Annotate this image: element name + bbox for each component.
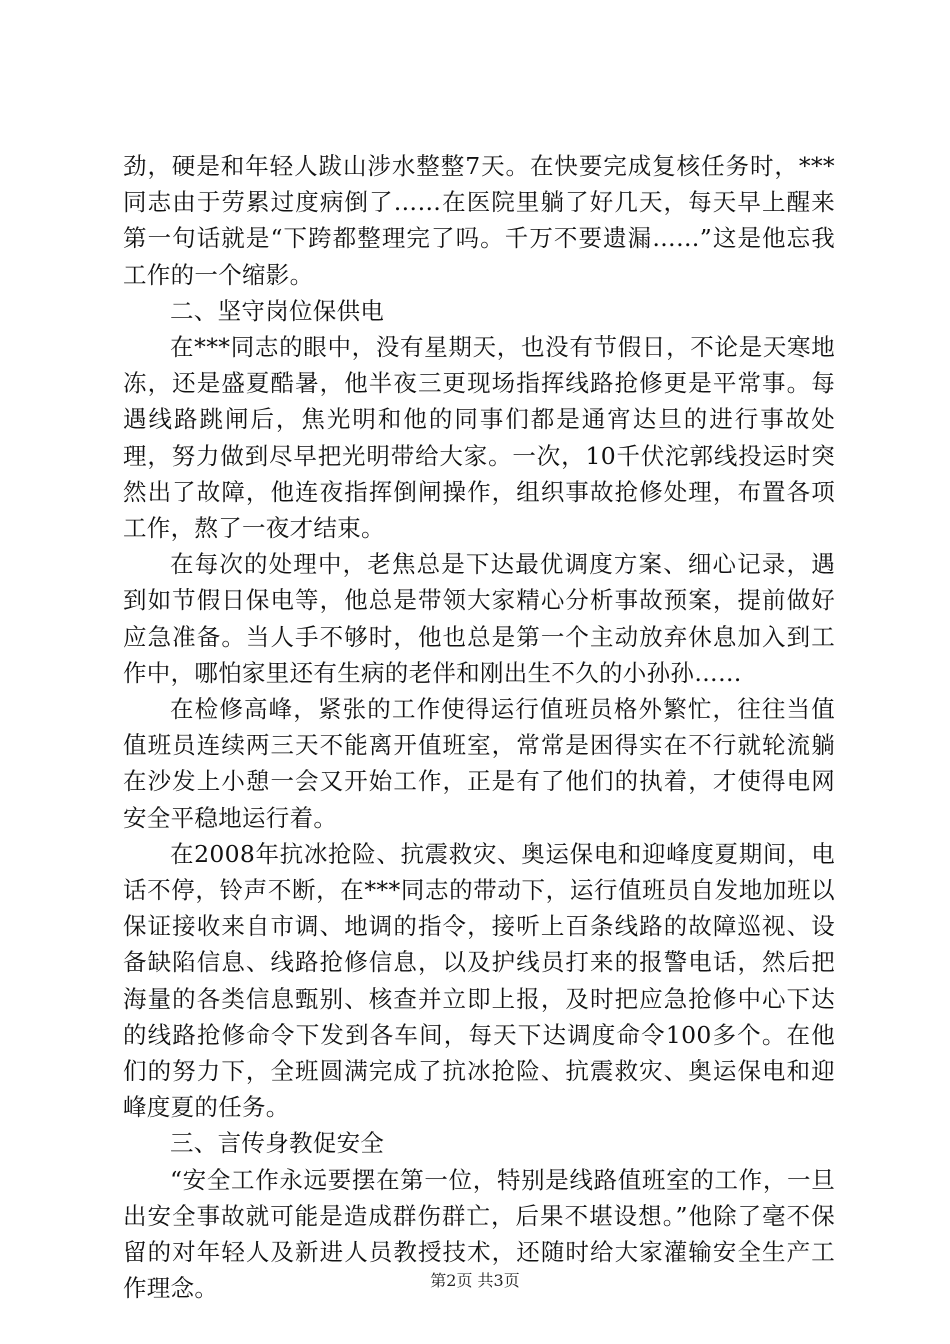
document-body: [123, 148, 835, 1307]
paragraph: 在检修高峰，紧张的工作使得运行值班员格外繁忙，往往当值值班员连续两三天不能离开值班室，常常是困得实在不行就轮流躺在沙发上小憩一会又开始工作，正是有了他们的执着，才使得电网安全平稳地运行着。: [123, 695, 835, 832]
page-footer: [0, 1271, 950, 1291]
section-heading-3: 三、言传身教促安全: [170, 1129, 385, 1158]
paragraph: 在2008年抗冰抢险、抗震救灾、奥运保电和迎峰度夏期间，电话不停，铃声不断，在***同志的带动下，运行值班员自发地加班以保证接收来自市调、地调的指令，接听上百条线路的故障巡视、设备缺陷信息、线路抢修信息，以及护线员打来的报警电话，然后把海量的各类信息甄别、核查并立即上报，及时把应急抢修中心下达的线路抢修命令下发到各车间，每天下达调度命令100多个。在他们的努力下，全班圆满完成了抗冰抢险、抗震救灾、奥运保电和迎峰度夏的任务。: [123, 839, 835, 1122]
paragraph-continuation: 劲，硬是和年轻人跋山涉水整整7天。在快要完成复核任务时，***同志由于劳累过度病倒了……在医院里躺了好几天，每天早上醒来第一句话就是“下跨都整理完了吗。千万不要遗漏……”这是他忘我工作的一个缩影。: [123, 152, 835, 289]
paragraph: 在***同志的眼中，没有星期天，也没有节假日，不论是天寒地冻，还是盛夏酷暑，他半夜三更现场指挥线路抢修更是平常事。每遇线路跳闸后，焦光明和他的同事们都是通宵达旦的进行事故处理，努力做到尽早把光明带给大家。一次，10千伏沱郭线投运时突然出了故障，他连夜指挥倒闸操作，组织事故抢修处理，布置各项工作，熬了一夜才结束。: [123, 333, 835, 543]
paragraph: 在每次的处理中，老焦总是下达最优调度方案、细心记录，遇到如节假日保电等，他总是带领大家精心分析事故预案，提前做好应急准备。当人手不够时，他也总是第一个主动放弃休息加入到工作中，哪怕家里还有生病的老伴和刚出生不久的小孙孙……: [123, 550, 835, 687]
page-number-label: 第2页 共3页: [430, 1271, 520, 1290]
paragraph: “安全工作永远要摆在第一位，特别是线路值班室的工作，一旦出安全事故就可能是造成群伤群亡，后果不堪设想。”他除了毫不保留的对年轻人及新进人员教授技术，还随时给大家灌输安全生产工作理念。: [123, 1165, 835, 1303]
section-heading-2: 二、坚守岗位保供电: [170, 296, 385, 325]
